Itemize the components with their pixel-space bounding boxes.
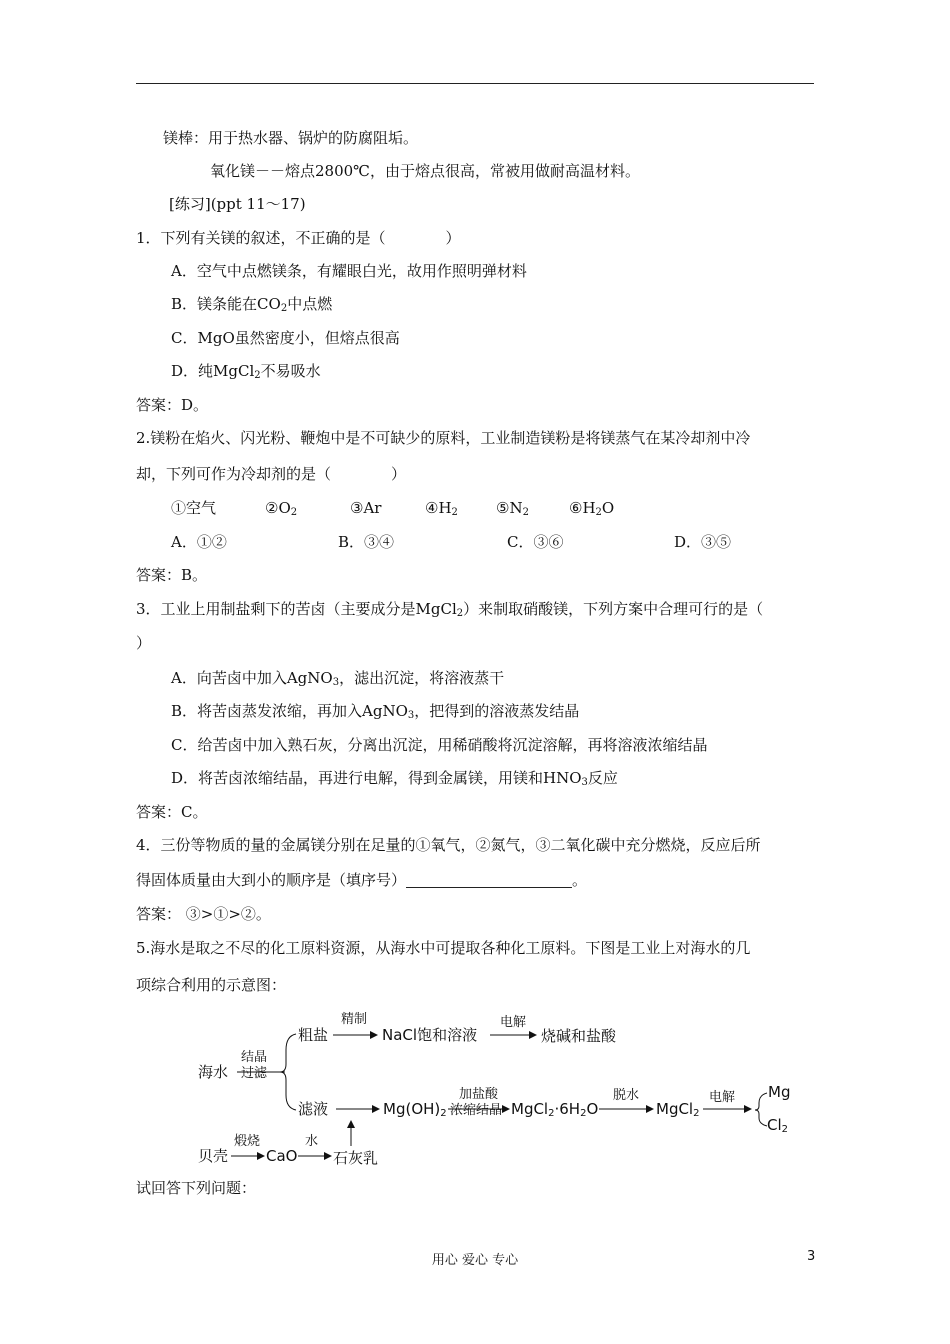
page-footer: 用心 爱心 专心 — [431, 1253, 519, 1268]
q2-choice-c: C．③⑥ — [507, 533, 564, 551]
q2-item-3: ③Ar — [350, 499, 382, 517]
practice-heading: [练习](ppt 11～17) — [169, 195, 306, 213]
q3-option-a: A．向苦卤中加入AgNO$_3$，滤出沉淀，将溶液蒸干 — [171, 669, 505, 688]
diagram-mgcl2: MgCl$_2$ — [656, 1100, 700, 1119]
q2-stem-line-2: 却，下列可作为冷却剂的是（ ） — [136, 465, 407, 483]
q4-stem-line-2: 得固体质量由大到小的顺序是（填序号） 。 — [136, 871, 588, 889]
diagram-seawater: 海水 — [198, 1063, 229, 1081]
diagram-water-label: 水 — [305, 1134, 319, 1149]
q2-choice-b: B．③④ — [338, 533, 395, 551]
diagram-filtrate: 滤液 — [298, 1100, 329, 1118]
q1-option-d: D．纯MgCl$_2$不易吸水 — [171, 362, 321, 381]
diagram-add-hcl-label: 加盐酸 — [459, 1087, 499, 1102]
q2-choice-d: D．③⑤ — [674, 533, 732, 551]
diagram-cao: CaO — [266, 1147, 298, 1165]
q3-stem-line-2: ） — [136, 634, 152, 652]
diagram-calcine-label: 煅烧 — [234, 1134, 261, 1149]
page-number: 3 — [807, 1249, 816, 1264]
q2-item-2: $②O_2$ — [265, 499, 298, 518]
diagram-lime-milk: 石灰乳 — [333, 1149, 379, 1167]
q4-answer: 答案： ③>①>②。 — [136, 905, 271, 923]
q2-answer: 答案：B。 — [136, 566, 208, 584]
diagram-nacl-solution: NaCl饱和溶液 — [382, 1026, 478, 1044]
diagram-crystallize-label: 结晶 — [241, 1050, 268, 1065]
q3-option-b: B．将苦卤蒸发浓缩，再加入AgNO$_3$，把得到的溶液蒸发结晶 — [171, 702, 580, 721]
q2-item-5: $⑤N_2$ — [496, 499, 529, 518]
diagram-crude-salt: 粗盐 — [298, 1026, 329, 1044]
q3-answer: 答案：C。 — [136, 803, 208, 821]
q2-item-6: $⑥H_2O$ — [569, 499, 615, 518]
q1-stem: 1．下列有关镁的叙述，不正确的是（ ） — [136, 229, 461, 247]
diagram-mgcl2-hydrate: $MgCl_2\cdot 6H_2O$ — [511, 1100, 599, 1119]
diagram-concentrate-label: 浓缩结晶 — [450, 1103, 503, 1118]
q5-stem-line-2: 项综合利用的示意图： — [136, 976, 287, 994]
diagram-filter-label: 过滤 — [241, 1066, 268, 1081]
q5-stem-line-1: 5.海水是取之不尽的化工原料资源，从海水中可提取各种化工原料。下图是工业上对海水的几 — [136, 939, 751, 957]
diagram-mg: Mg — [768, 1083, 791, 1101]
diagram-refine-label: 精制 — [341, 1012, 368, 1027]
intro-line-1: 镁棒：用于热水器、锅炉的防腐阻垢。 — [163, 129, 419, 147]
q3-option-c: C．给苦卤中加入熟石灰，分离出沉淀，用稀硝酸将沉淀溶解，再将溶液浓缩结晶 — [171, 736, 708, 754]
q1-option-a: A．空气中点燃镁条，有耀眼白光，故用作照明弹材料 — [171, 262, 527, 280]
q2-item-4: $④H_2$ — [425, 499, 458, 518]
diagram-mgoh2: $Mg(OH)_2$ — [383, 1100, 447, 1119]
diagram-electrolysis-label-1: 电解 — [500, 1015, 527, 1030]
q3-stem-line-1: 3．工业上用制盐剩下的苦卤（主要成分是MgCl$_2$）来制取硝酸镁，下列方案中合理可行的是（ — [136, 600, 764, 619]
q1-option-b: B．镁条能在$CO_2$中点燃 — [171, 295, 333, 314]
diagram-shell: 贝壳 — [198, 1147, 229, 1165]
diagram-cl2: $Cl_2$ — [767, 1116, 789, 1135]
diagram-products-1: 烧碱和盐酸 — [541, 1027, 617, 1045]
q2-choice-a: A．①② — [171, 533, 227, 551]
q1-option-c: C．MgO虽然密度小，但熔点很高 — [171, 329, 400, 347]
q4-stem-line-1: 4．三份等物质的量的金属镁分别在足量的①氧气，②氮气，③二氧化碳中充分燃烧，反应后所 — [136, 836, 761, 854]
diagram-electrolysis-label-2: 电解 — [709, 1090, 736, 1105]
q5-ask: 试回答下列问题： — [136, 1179, 257, 1197]
q3-option-d: D．将苦卤浓缩结晶，再进行电解，得到金属镁，用镁和$HNO_3$反应 — [171, 769, 618, 788]
q2-stem-line-1: 2.镁粉在焰火、闪光粉、鞭炮中是不可缺少的原料，工业制造镁粉是将镁蒸气在某冷却剂中冷 — [136, 429, 751, 447]
q2-item-1: ①空气 — [171, 499, 217, 517]
diagram-dehydrate-label: 脱水 — [613, 1088, 640, 1103]
intro-line-2: 氧化镁－－熔点2800℃，由于熔点很高，常被用做耐高温材料。 — [210, 162, 640, 180]
q1-answer: 答案：D。 — [136, 396, 209, 414]
